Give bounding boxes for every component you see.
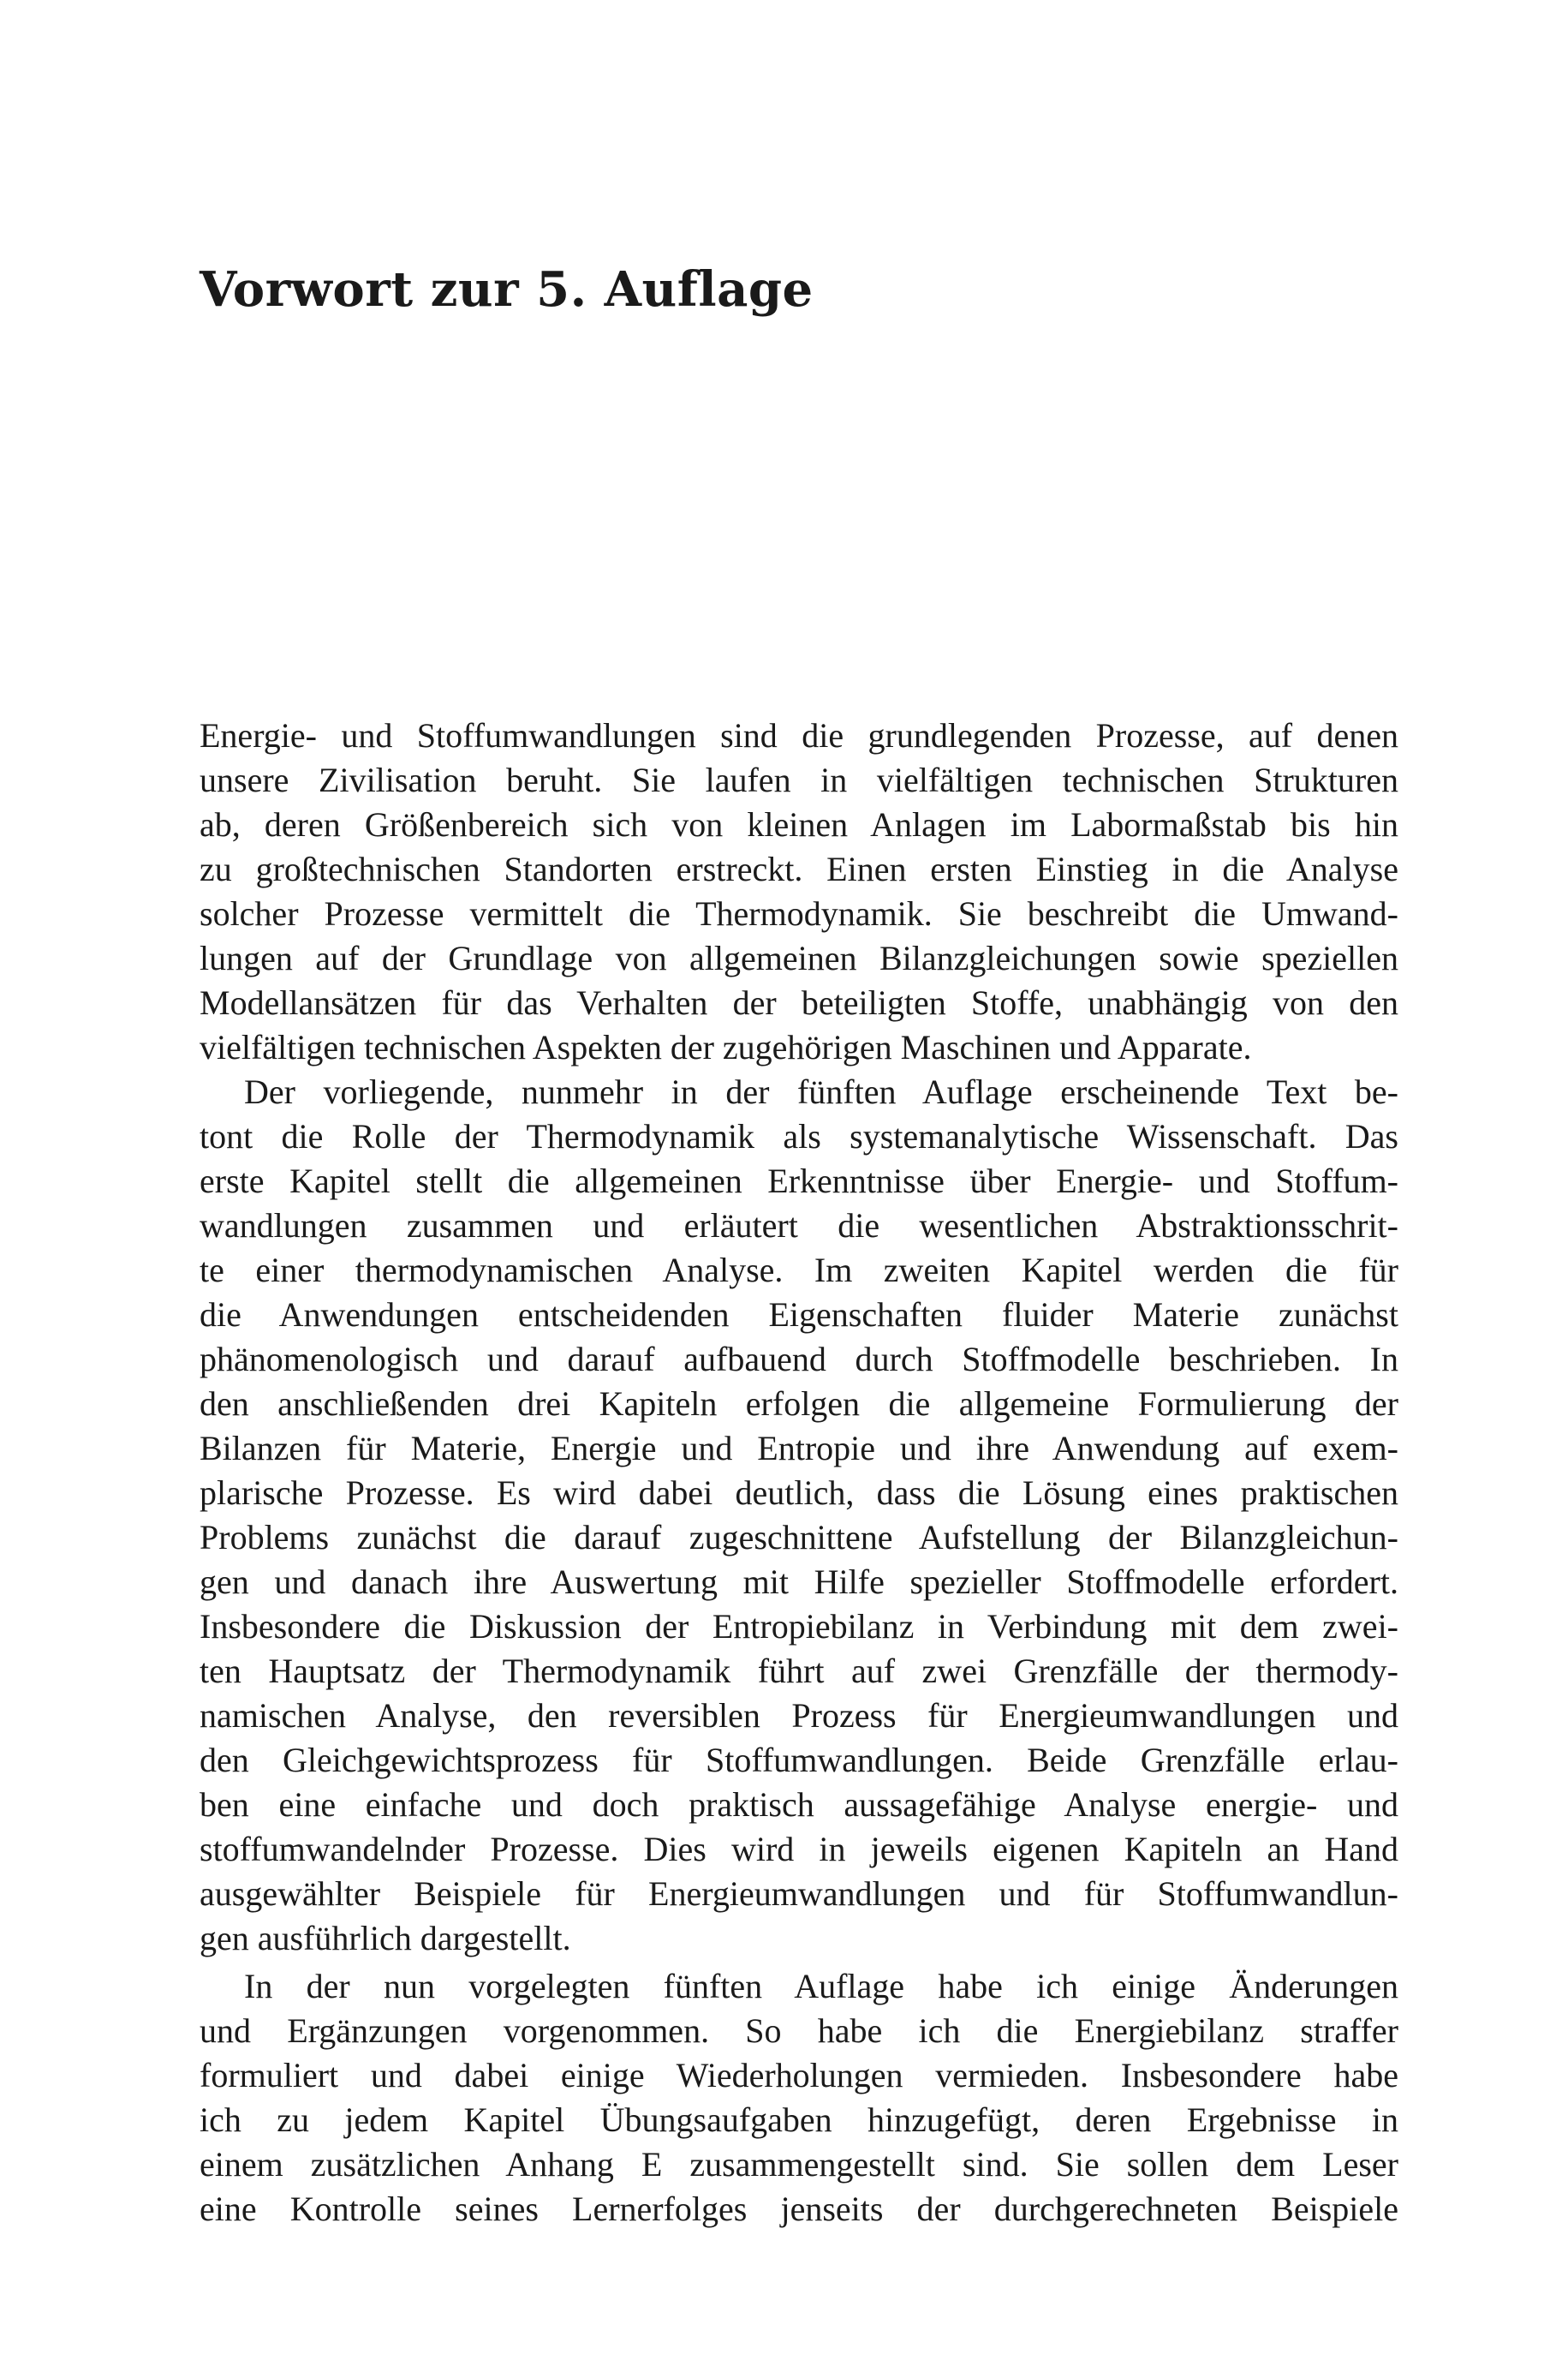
text-line: lungen auf der Grundlage von allgemeinen Bilanzgleichungen sowie speziellen bbox=[200, 939, 1398, 977]
text-line: ten Hauptsatz der Thermodynamik führt auf zwei Grenzfälle der thermody- bbox=[200, 1652, 1398, 1690]
text-line: den anschließenden drei Kapiteln erfolgen die allgemeine Formulierung der bbox=[200, 1384, 1398, 1423]
text-line: solcher Prozesse vermittelt die Thermodynamik. Sie beschreibt die Umwand- bbox=[200, 894, 1398, 933]
text-line: ab, deren Größenbereich sich von kleinen Anlagen im Labormaßstab bis hin bbox=[200, 805, 1398, 844]
text-line: Insbesondere die Diskussion der Entropiebilanz in Verbindung mit dem zwei- bbox=[200, 1607, 1398, 1646]
chapter-title: Vorwort zur 5. Auflage bbox=[200, 261, 814, 318]
text-line: Der vorliegende, nunmehr in der fünften Auflage erscheinende Text be- bbox=[244, 1072, 1398, 1111]
text-line: Problems zunächst die darauf zugeschnittene Aufstellung der Bilanzgleichun- bbox=[200, 1518, 1398, 1556]
text-line: Energie- und Stoffumwandlungen sind die grundlegenden Prozesse, auf denen bbox=[200, 716, 1398, 755]
preface-body bbox=[200, 714, 1398, 2232]
text-line: erste Kapitel stellt die allgemeinen Erkenntnisse über Energie- und Stoffum- bbox=[200, 1162, 1398, 1200]
text-line: formuliert und dabei einige Wiederholungen vermieden. Insbesondere habe bbox=[200, 2056, 1398, 2094]
text-line: namischen Analyse, den reversiblen Prozess für Energieumwandlungen und bbox=[200, 1696, 1398, 1735]
text-line: Bilanzen für Materie, Energie und Entropie und ihre Anwendung auf exem- bbox=[200, 1429, 1398, 1467]
text-line: ich zu jedem Kapitel Übungsaufgaben hinzugefügt, deren Ergebnisse in bbox=[200, 2100, 1398, 2139]
text-line: die Anwendungen entscheidenden Eigenschaften fluider Materie zunächst bbox=[200, 1295, 1398, 1334]
paragraph-1 bbox=[200, 714, 1398, 1070]
text-line: ausgewählter Beispiele für Energieumwandlungen und für Stoffumwandlun- bbox=[200, 1874, 1398, 1913]
text-line: gen ausführlich dargestellt. bbox=[200, 1919, 571, 1957]
text-line: phänomenologisch und darauf aufbauend durch Stoffmodelle beschrieben. In bbox=[200, 1340, 1398, 1378]
text-line: In der nun vorgelegten fünften Auflage habe ich einige Änderungen bbox=[244, 1967, 1398, 2005]
text-line: und Ergänzungen vorgenommen. So habe ich die Energiebilanz straffer bbox=[200, 2011, 1398, 2050]
text-line: vielfältigen technischen Aspekten der zugehörigen Maschinen und Apparate. bbox=[200, 1028, 1252, 1067]
text-line: gen und danach ihre Auswertung mit Hilfe spezieller Stoffmodelle erfordert. bbox=[200, 1562, 1398, 1601]
text-line: unsere Zivilisation beruht. Sie laufen in vielfältigen technischen Strukturen bbox=[200, 761, 1398, 799]
text-line: te einer thermodynamischen Analyse. Im zweiten Kapitel werden die für bbox=[200, 1251, 1398, 1289]
text-line: zu großtechnischen Standorten erstreckt. Einen ersten Einstieg in die Analyse bbox=[200, 850, 1398, 888]
text-line: tont die Rolle der Thermodynamik als systemanalytische Wissenschaft. Das bbox=[200, 1117, 1398, 1156]
text-line: einem zusätzlichen Anhang E zusammengestellt sind. Sie sollen dem Leser bbox=[200, 2145, 1398, 2184]
text-line: ben eine einfache und doch praktisch aussagefähige Analyse energie- und bbox=[200, 1785, 1398, 1824]
text-line: plarische Prozesse. Es wird dabei deutlich, dass die Lösung eines praktischen bbox=[200, 1473, 1398, 1512]
text-line: eine Kontrolle seines Lernerfolges jenseits der durchgerechneten Beispiele bbox=[200, 2190, 1398, 2228]
text-line: wandlungen zusammen und erläutert die wesentlichen Abstraktionsschrit- bbox=[200, 1206, 1398, 1245]
text-line: stoffumwandelnder Prozesse. Dies wird in jeweils eigenen Kapiteln an Hand bbox=[200, 1830, 1398, 1868]
text-line: Modellansätzen für das Verhalten der beteiligten Stoffe, unabhängig von den bbox=[200, 983, 1398, 1022]
text-line: den Gleichgewichtsprozess für Stoffumwandlungen. Beide Grenzfälle erlau- bbox=[200, 1741, 1398, 1779]
paragraph-3 bbox=[200, 1964, 1398, 2232]
paragraph-2 bbox=[200, 1070, 1398, 1961]
